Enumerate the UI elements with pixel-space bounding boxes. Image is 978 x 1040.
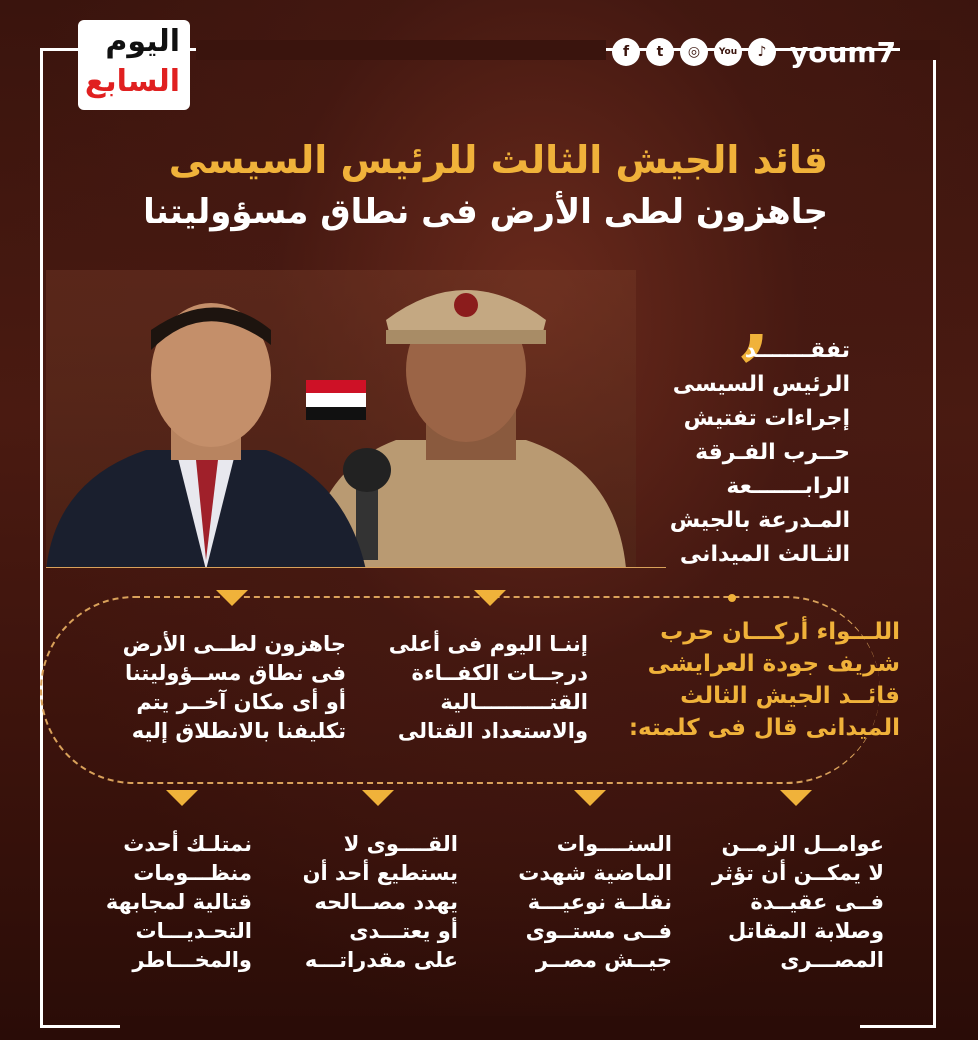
- quote-block: القــــوى لا يستطيع أحد أن يهدد مصــالحه أو يعتـــدى على مقدراتـــه: [302, 832, 458, 972]
- quote-block: جاهزون لطــى الأرض فى نطاق مســؤوليتنا أو أى مكان آخــر يتم تكليفنا بالانطلاق إليه: [122, 632, 346, 743]
- triangle-icon: [362, 790, 394, 806]
- twitter-icon[interactable]: t: [646, 38, 674, 66]
- quote-mark-icon: ,: [740, 264, 772, 370]
- instagram-icon[interactable]: ◎: [680, 38, 708, 66]
- site-name[interactable]: youm7: [790, 36, 897, 69]
- headline-subtitle: جاهزون لطى الأرض فى نطاق مسؤوليتنا: [143, 192, 828, 232]
- quote-block: السنــــوات الماضية شهدت نقلــة نوعيـــة فــى مستــوى جيــش مصــر: [518, 832, 672, 972]
- photo: [46, 270, 636, 568]
- quote-block: عوامــل الزمــن لا يمكــن أن تؤثر فــى عقيــدة وصلابة المقاتل المصـــرى: [711, 832, 884, 972]
- youtube-icon[interactable]: You: [714, 38, 742, 66]
- president-photo: [46, 290, 366, 568]
- quote-block: إننـا اليوم فى أعلى درجــات الكفــاءة القتــــــــــالية والاستعداد القتالى: [388, 632, 588, 743]
- triangle-icon: [216, 590, 248, 606]
- quote-block: نمتلـك أحدث منظـــومات قتالية لمجابهة التحـديـــات والمخـــاطر: [105, 832, 252, 972]
- triangle-icon: [780, 790, 812, 806]
- intro-text: تفقـــــــد الرئيس السيسى إجراءات تفتيش حــرب الفـرقة الرابـــــــعة المـدرعة بالجيش الثـالث الميدانى: [669, 338, 850, 567]
- tiktok-icon[interactable]: ♪: [748, 38, 776, 66]
- speaker-text: اللـــواء أركـــان حرب شريف جودة العرايشى قائــد الجيش الثالث الميدانى قال فى كلمته:: [628, 619, 900, 741]
- social-icons: [612, 38, 776, 66]
- logo-line1: اليوم: [105, 24, 180, 59]
- logo-line2: السابع: [84, 64, 180, 99]
- triangle-icon: [166, 790, 198, 806]
- youm7-logo[interactable]: [78, 20, 190, 110]
- divider: [46, 567, 666, 568]
- facebook-icon[interactable]: f: [612, 38, 640, 66]
- dot-icon: [728, 594, 736, 602]
- triangle-icon: [474, 590, 506, 606]
- headline-title: قائد الجيش الثالث للرئيس السيسى: [168, 138, 828, 182]
- triangle-icon: [574, 790, 606, 806]
